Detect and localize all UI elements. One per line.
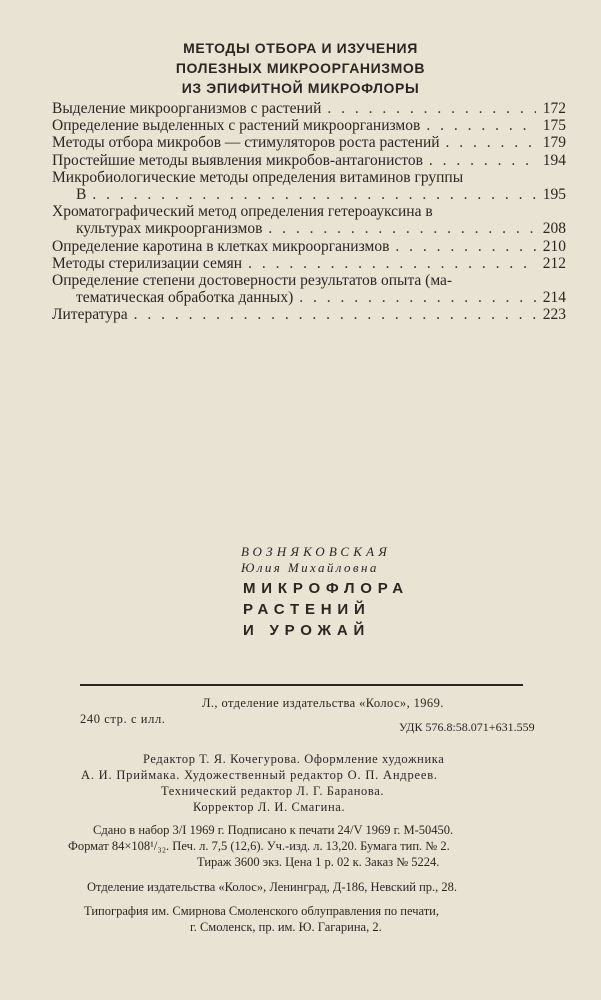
toc-entry <box>52 134 566 151</box>
toc-entry <box>52 152 566 169</box>
credits-line-2: А. И. Приймака. Художественный редактор О. П. Андреев. <box>81 768 438 782</box>
section-title-line-3: ИЗ ЭПИФИТНОЙ МИКРОФЛОРЫ <box>181 80 420 96</box>
toc-page-number: 194 <box>542 151 566 169</box>
toc-leader-dots <box>420 117 536 134</box>
toc-leader-dots <box>321 100 536 117</box>
print-details-line-2: Формат 84×108¹/₃₂. Печ. л. 7,5 (12,6). Уч.-изд. л. 13,20. Бумага тип. № 2. <box>68 839 450 853</box>
toc-leader-dots <box>440 134 536 151</box>
toc-entry-text: тематическая обработка данных) <box>76 289 294 307</box>
toc-entry-text: Хроматографический метод определения гетероауксина в <box>52 203 433 221</box>
toc-leader-dots <box>423 152 536 169</box>
toc-entry-text: Литература <box>52 306 128 324</box>
toc-entry-text: Методы отбора микробов — стимуляторов роста растений <box>52 134 440 152</box>
imprint-udk: УДК 576.8:58.071+631.559 <box>399 720 535 734</box>
toc-leader-dots <box>242 255 536 272</box>
credits-line-4: Корректор Л. И. Смагина. <box>193 800 346 814</box>
toc-page-number: 214 <box>542 289 566 307</box>
imprint-pages-line: 240 стр. с илл. <box>80 712 166 726</box>
toc-page-number: 223 <box>542 306 566 324</box>
toc-entry-text: Простейшие методы выявления микробов-антагонистов <box>52 151 423 169</box>
toc-entry <box>52 117 566 134</box>
author-name: Юлия Михайловна <box>241 560 379 575</box>
toc-entry <box>52 272 566 306</box>
toc-entry <box>52 306 566 323</box>
toc-leader-dots <box>86 186 536 203</box>
toc-entry-text: Методы стерилизации семян <box>52 254 243 272</box>
publisher-address: Отделение издательства «Колос», Ленинград, Д-186, Невский пр., 28. <box>87 880 458 894</box>
toc-entry-text: Определение степени достоверности результатов опыта (ма- <box>52 272 453 290</box>
imprint-publisher-line: Л., отделение издательства «Колос», 1969. <box>202 696 444 710</box>
toc-entry-text: Определение каротина в клетках микроорганизмов <box>52 237 390 255</box>
toc-leader-dots <box>128 306 536 323</box>
print-details-line-3: Тираж 3600 экз. Цена 1 р. 02 к. Заказ № 5224. <box>197 855 440 869</box>
toc-page-number: 175 <box>542 117 566 135</box>
toc-entry <box>52 238 566 255</box>
book-title-line-2: РАСТЕНИЙ <box>243 601 371 618</box>
toc-page-number: 179 <box>542 134 566 152</box>
table-of-contents <box>52 100 566 324</box>
divider-rule <box>80 684 523 686</box>
toc-entry-text: Микробиологические методы определения витаминов группы <box>52 168 464 186</box>
section-title-line-2: ПОЛЕЗНЫХ МИКРООРГАНИЗМОВ <box>175 60 426 76</box>
toc-page-number: 210 <box>542 237 566 255</box>
book-title-line-3: И УРОЖАЙ <box>243 622 371 639</box>
section-title-line-1: МЕТОДЫ ОТБОРА И ИЗУЧЕНИЯ <box>183 40 418 56</box>
toc-entry <box>52 203 566 237</box>
toc-entry-text: культурах микроорганизмов <box>76 220 263 238</box>
toc-entry-text: Выделение микроорганизмов с растений <box>52 100 322 117</box>
toc-page-number: 212 <box>542 254 566 272</box>
print-details-line-1: Сдано в набор 3/I 1969 г. Подписано к печати 24/V 1969 г. М-50450. <box>93 823 454 837</box>
toc-page-number: 208 <box>542 220 566 238</box>
toc-page-number: 195 <box>542 186 566 204</box>
toc-entry-text: В <box>76 186 87 204</box>
toc-leader-dots <box>262 220 536 237</box>
toc-entry <box>52 255 566 272</box>
toc-entry-text: Определение выделенных с растений микроорганизмов <box>52 117 421 135</box>
toc-entry <box>52 100 566 117</box>
toc-leader-dots <box>389 238 536 255</box>
printing-house-line-1: Типография им. Смирнова Смоленского облуправления по печати, <box>84 904 439 918</box>
credits-line-1: Редактор Т. Я. Кочегурова. Оформление художника <box>143 752 445 766</box>
toc-page-number: 172 <box>542 100 566 117</box>
credits-line-3: Технический редактор Л. Г. Баранова. <box>161 784 385 798</box>
author-surname: ВОЗНЯКОВСКАЯ <box>241 544 392 559</box>
toc-leader-dots <box>293 289 536 306</box>
printing-house-line-2: г. Смоленск, пр. им. Ю. Гагарина, 2. <box>190 920 382 934</box>
toc-entry <box>52 169 566 203</box>
book-title-line-1: МИКРОФЛОРА <box>243 580 409 597</box>
